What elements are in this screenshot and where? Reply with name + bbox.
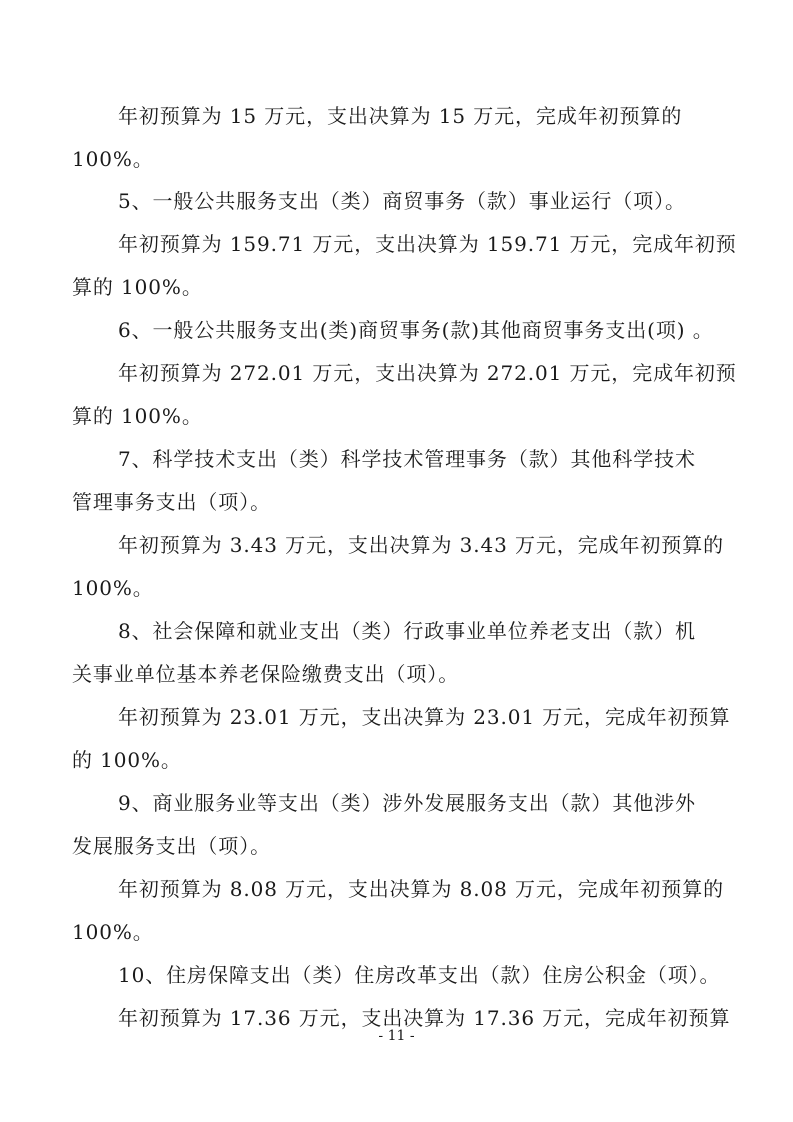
paragraph-line: 7、科学技术支出（类）科学技术管理事务（款）其他科学技术 [118, 447, 696, 471]
paragraph-line: 算的 100%。 [72, 404, 203, 428]
paragraph-line: 6、一般公共服务支出(类)商贸事务(款)其他商贸事务支出(项) 。 [118, 318, 714, 342]
paragraph-line: 发展服务支出（项）。 [72, 834, 271, 858]
paragraph-line: 算的 100%。 [72, 275, 203, 299]
paragraph-line: 年初预算为 3.43 万元，支出决算为 3.43 万元，完成年初预算的 [118, 533, 724, 557]
paragraph-line: 关事业单位基本养老保险缴费支出（项）。 [72, 662, 460, 686]
paragraph-line: 年初预算为 23.01 万元，支出决算为 23.01 万元，完成年初预算 [118, 705, 731, 729]
paragraph-line: 100%。 [72, 920, 154, 944]
paragraph-line: 100%。 [72, 576, 154, 600]
paragraph-line: 年初预算为 272.01 万元，支出决算为 272.01 万元，完成年初预 [118, 361, 737, 385]
paragraph-line: 年初预算为 159.71 万元，支出决算为 159.71 万元，完成年初预 [118, 232, 737, 256]
paragraph-line: 9、商业服务业等支出（类）涉外发展服务支出（款）其他涉外 [118, 791, 696, 815]
paragraph-line: 的 100%。 [72, 748, 182, 772]
paragraph-line: 年初预算为 17.36 万元，支出决算为 17.36 万元，完成年初预算 [118, 1006, 731, 1030]
page-number: - 11 - [378, 1028, 415, 1044]
paragraph-line: 年初预算为 15 万元，支出决算为 15 万元，完成年初预算的 [118, 104, 683, 128]
paragraph-line: 年初预算为 8.08 万元，支出决算为 8.08 万元，完成年初预算的 [118, 877, 724, 901]
paragraph-line: 10、住房保障支出（类）住房改革支出（款）住房公积金（项）。 [118, 963, 721, 987]
paragraph-line: 100%。 [72, 147, 154, 171]
paragraph-line: 8、社会保障和就业支出（类）行政事业单位养老支出（款）机 [118, 619, 696, 643]
paragraph-line: 管理事务支出（项）。 [72, 490, 271, 514]
paragraph-line: 5、一般公共服务支出（类）商贸事务（款）事业运行（项）。 [118, 189, 686, 213]
